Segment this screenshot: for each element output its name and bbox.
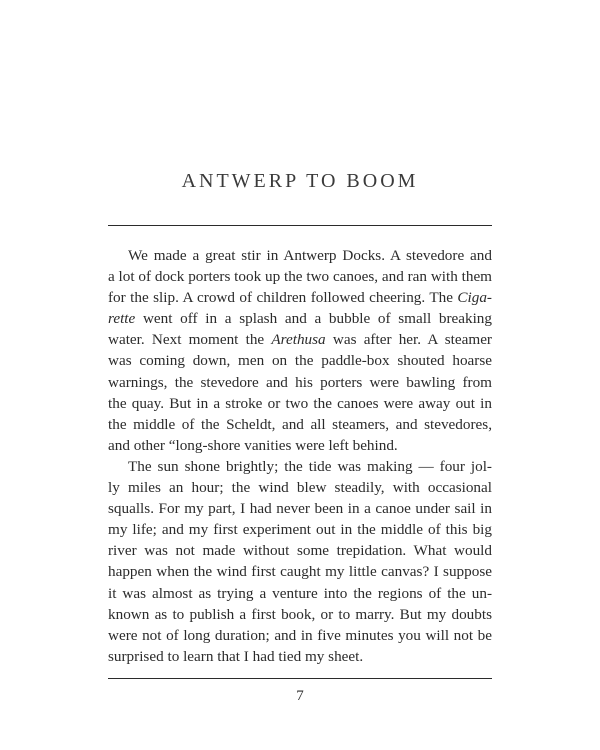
text-fragment: water. Next moment the Arethusa was after her. A steamer [108,331,492,349]
text-line: surprised to learn that I had tied my sheet. [108,647,364,665]
paragraph-2 [108,456,492,667]
text-line: warnings, the stevedore and his porters were bawling from [108,373,492,391]
page-number: 7 [296,688,304,704]
text-line: known as to publish a first book, or to marry. But my doubts [108,605,492,623]
text-line: it was almost as trying a venture into the regions of the un- [108,584,492,602]
text-line: squalls. For my part, I had never been in a canoe under sail in [108,500,492,518]
text-line: and other “long-shore vanities were left behind. [108,436,398,454]
text-line: was coming down, men on the paddle-box shouted hoarse [108,352,492,370]
text-line: were not of long duration; and in five minutes you will not be [108,626,492,644]
text-line: a lot of dock porters took up the two canoes, and ran with them [108,268,492,286]
text-line: happen when the wind first caught my little canvas? I suppose [108,563,492,581]
chapter-title: ANTWERP TO BOOM [181,170,419,192]
text-fragment: for the slip. A crowd of children followed cheering. The Ciga- [108,289,492,307]
text-line [108,308,492,329]
text-fragment: rette went off in a splash and a bubble of small breaking [108,310,492,328]
text-line: The sun shone brightly; the tide was making — four jol- [128,457,492,475]
text-line: river was not made without some trepidation. What would [108,542,492,560]
body-text [108,245,492,667]
paragraph-1 [108,245,492,456]
text-line [108,287,492,308]
text-line [108,329,492,350]
top-rule [108,225,492,226]
text-line: We made a great stir in Antwerp Docks. A stevedore and [128,247,492,264]
text-line: the quay. But in a stroke or two the canoes were away out in [108,394,492,412]
text-line: my life; and my first experiment out in the middle of this big [108,521,492,539]
text-line: the middle of the Scheldt, and all steamers, and stevedores, [108,415,492,433]
text-line: ly miles an hour; the wind blew steadily, with occasional [108,479,492,497]
bottom-rule [108,678,492,679]
